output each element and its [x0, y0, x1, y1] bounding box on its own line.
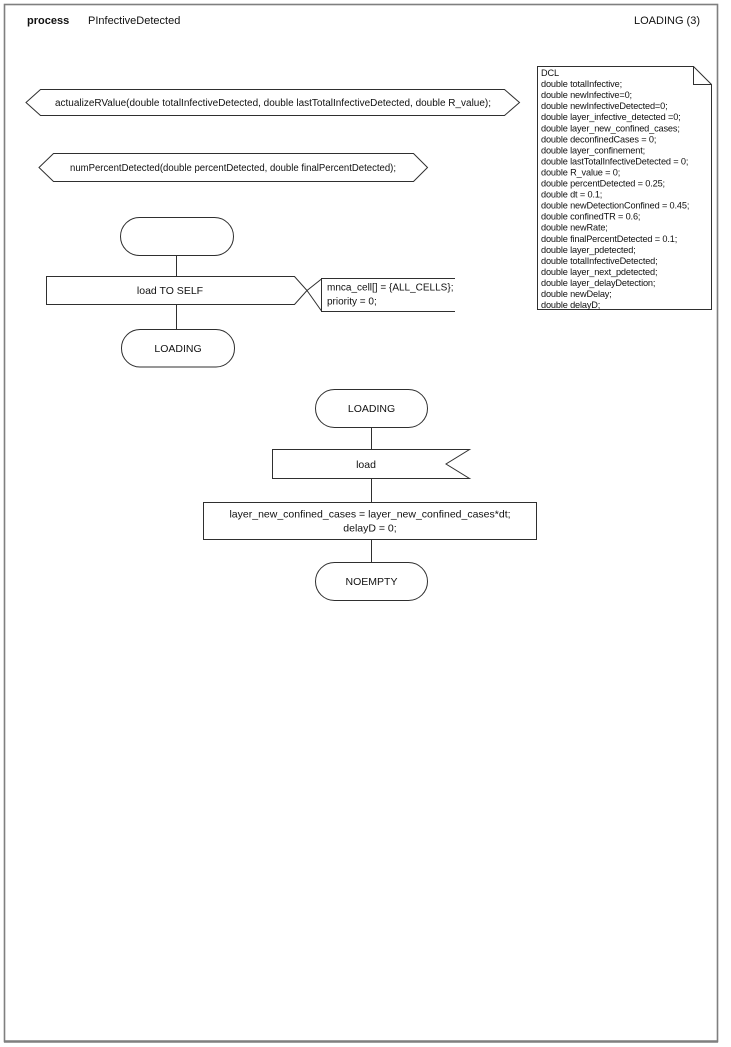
state-label: NOEMPTY: [345, 576, 398, 588]
comment-line: mnca_cell[] = {ALL_CELLS};: [327, 282, 454, 294]
state-label: LOADING: [154, 343, 202, 355]
process-kind-label: process: [27, 15, 70, 27]
comment-line: priority = 0;: [327, 296, 377, 308]
process-name-label: PInfectiveDetected: [88, 15, 181, 27]
output-label: load TO SELF: [136, 285, 204, 297]
dcl-declaration-box: [538, 67, 712, 311]
signal-declaration-actualize-rvalue: [26, 90, 520, 116]
signal-label: actualizeRValue(double totalInfectiveDetected, double lastTotalInfectiveDetected, double R_value);: [55, 98, 491, 109]
input-label: load: [356, 459, 376, 471]
state-label: LOADING: [347, 403, 396, 415]
task-line: delayD = 0;: [343, 522, 397, 535]
signal-declaration-num-percent-detected: [39, 154, 428, 182]
task-line: layer_new_confined_cases = layer_new_confined_cases*dt;: [229, 508, 511, 521]
start-state-symbol: [121, 218, 234, 256]
signal-label: numPercentDetected(double percentDetected, double finalPercentDetected);: [70, 163, 396, 174]
page-number-label: LOADING (3): [633, 15, 700, 27]
dcl-text: DCL double totalInfective; double newInfective=0; double newInfectiveDetected=0; double layer_infective_detected =0; double layer_new_confined_cases; double deconfinedCases = 0; double layer_confinement; double lastTotalInfectiveDetected = 0; double R_value = 0; double percentDetected = 0.25; double dt = 0.1; double newDetectionConfined = 0.45; double confinedTR = 0.6; double newRate; double finalPercentDetected = 0.1; double layer_pdetected; double totalInfectiveDetected; double layer_next_pdetected; double layer_delayDetection; double newDelay; double delayD;: [541, 68, 690, 311]
